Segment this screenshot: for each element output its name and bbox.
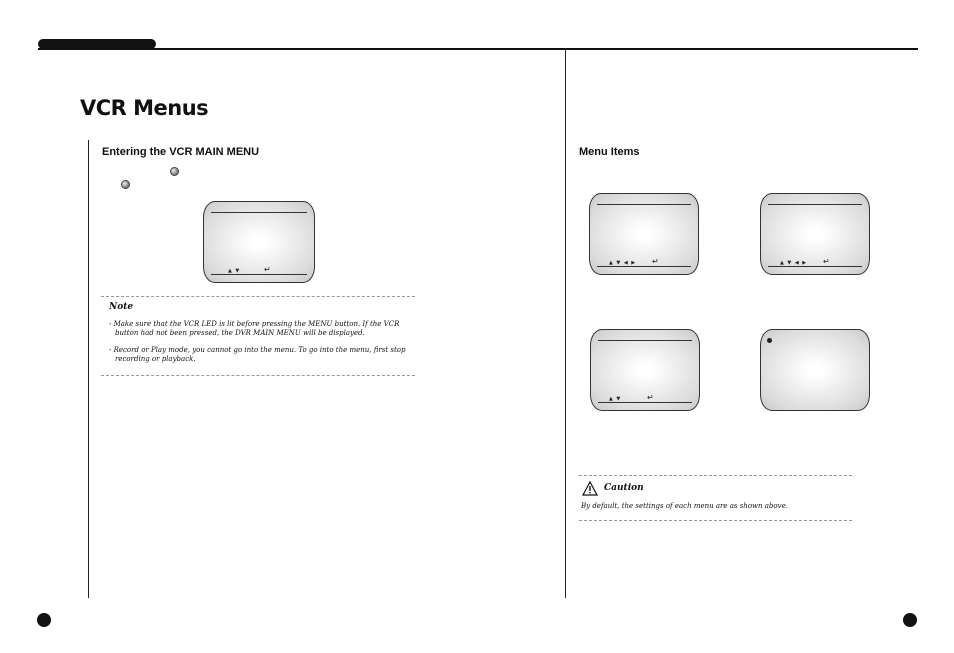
note-line-2: button had not been pressed, the DVR MAIN MENU will be displayed.	[115, 329, 365, 337]
menu-item-screen-4	[760, 329, 870, 411]
screen-top-bar	[211, 212, 307, 213]
note-heading: Note	[109, 302, 134, 312]
note-bottom-rule	[101, 375, 415, 376]
menu-item-screen-3	[590, 329, 700, 411]
page-divider	[565, 50, 566, 598]
screen-top-bar	[768, 204, 862, 205]
screen-bottom-bar	[768, 266, 862, 267]
screen-bottom-bar	[211, 274, 307, 275]
page-title: VCR Menus	[80, 96, 209, 120]
vcr-main-menu-screen	[203, 201, 315, 283]
nav-arrows-icon: ▲ ▼	[609, 396, 622, 402]
section-heading-menu-items: Menu Items	[579, 146, 640, 158]
note-line-1: - Make sure that the VCR LED is lit before pressing the MENU button. If the VCR	[109, 320, 400, 328]
section-heading-entering: Entering the VCR MAIN MENU	[102, 146, 260, 158]
menu-item-screen-1	[589, 193, 699, 275]
enter-icon: ↵	[652, 257, 659, 266]
enter-icon: ↵	[264, 265, 271, 274]
enter-icon: ↵	[823, 257, 830, 266]
enter-button-icon	[121, 180, 130, 189]
screen-top-bar	[597, 204, 691, 205]
nav-arrows-icon: ▲ ▼ ◀ ▶	[609, 260, 637, 266]
section-rule	[88, 140, 89, 598]
caution-top-rule	[579, 475, 852, 476]
warning-triangle-icon	[582, 481, 598, 496]
note-line-3: - Record or Play mode, you cannot go into the menu. To go into the menu, first stop	[109, 346, 406, 354]
menu-button-icon	[170, 167, 179, 176]
note-top-rule	[101, 296, 415, 297]
registration-mark-right	[903, 613, 917, 627]
screen-bottom-bar	[598, 402, 692, 403]
caution-text: By default, the settings of each menu are as shown above.	[581, 502, 788, 510]
header-rule	[38, 48, 918, 50]
enter-icon: ↵	[647, 393, 654, 402]
caution-bottom-rule	[579, 520, 852, 521]
nav-arrows-icon: ▲ ▼	[228, 268, 241, 274]
menu-item-screen-2	[760, 193, 870, 275]
registration-mark-left	[37, 613, 51, 627]
screen-top-bar	[598, 340, 692, 341]
record-indicator-icon	[767, 338, 772, 343]
note-line-4: recording or playback.	[115, 355, 196, 363]
nav-arrows-icon: ▲ ▼ ◀ ▶	[780, 260, 808, 266]
screen-bottom-bar	[597, 266, 691, 267]
caution-heading: Caution	[604, 483, 644, 493]
